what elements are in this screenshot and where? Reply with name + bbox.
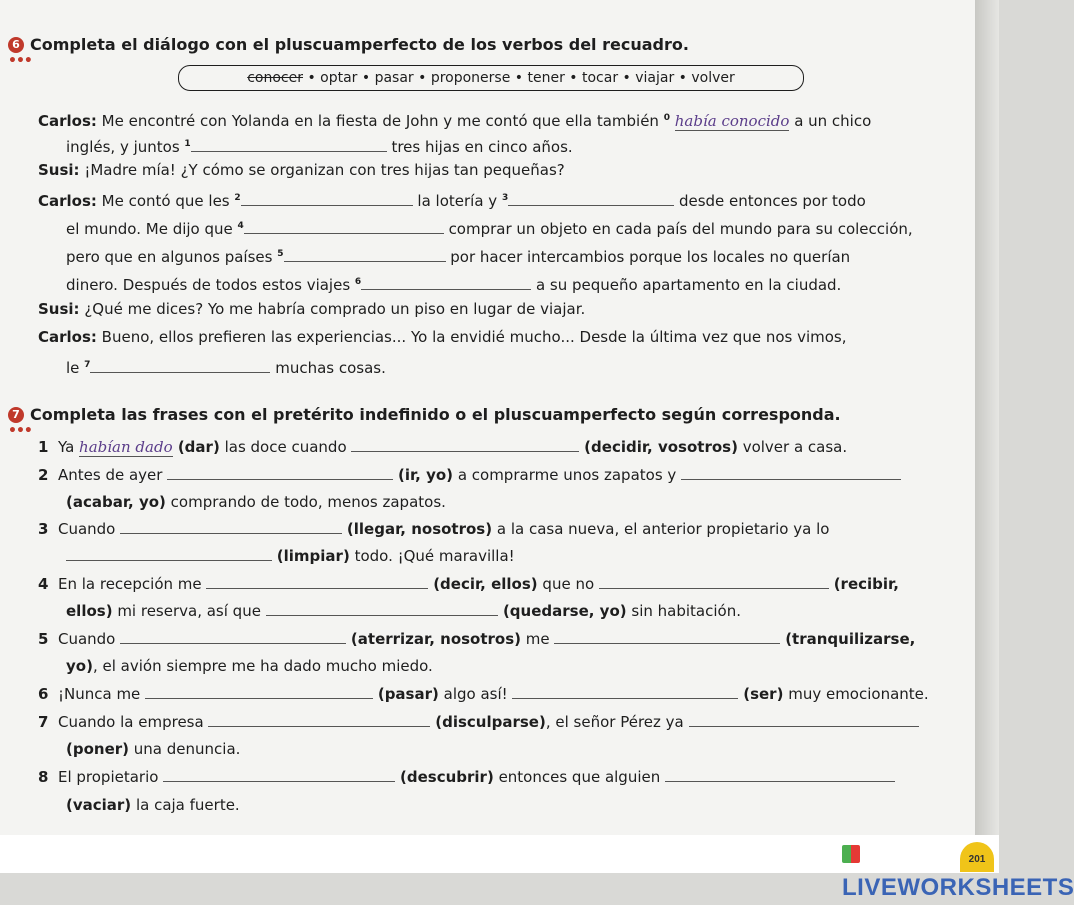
item-number: 5 xyxy=(38,630,49,648)
speaker: Carlos: xyxy=(38,328,97,346)
item-1-field[interactable] xyxy=(351,437,579,452)
gap-number: 0 xyxy=(663,113,670,123)
gap-number: 5 xyxy=(277,249,284,259)
answer-5-field[interactable] xyxy=(284,247,446,262)
answer-3-field[interactable] xyxy=(508,191,674,206)
exercise-6-title: Completa el diálogo con el pluscuamperfecto de los verbos del recuadro. xyxy=(30,35,689,54)
dialog-text: desde entonces por todo xyxy=(674,192,866,210)
item-text: la caja fuerte. xyxy=(131,796,240,814)
dialog-text: el mundo. Me dijo que xyxy=(66,220,238,238)
item-2a-field[interactable] xyxy=(167,465,393,480)
exercise-item-continuation xyxy=(66,795,240,815)
item-number: 6 xyxy=(38,685,49,703)
item-number: 8 xyxy=(38,768,49,786)
speaker: Susi: xyxy=(38,300,80,318)
item-5a-field[interactable] xyxy=(120,629,346,644)
dialog-text: pero que en algunos países xyxy=(66,248,278,266)
exercise-item xyxy=(38,684,929,704)
item-4a-field[interactable] xyxy=(206,574,428,589)
exercise-item-continuation xyxy=(66,492,446,512)
item-number: 3 xyxy=(38,520,49,538)
answer-7-field[interactable] xyxy=(90,358,270,373)
verb-hint: (disculparse) xyxy=(435,713,546,731)
logo-badge xyxy=(960,842,994,872)
answer-4-field[interactable] xyxy=(244,219,444,234)
exercise-item xyxy=(38,519,829,539)
page-edge-shadow xyxy=(975,0,999,835)
verb-hint: (poner) xyxy=(66,740,130,758)
dialog-text: ¡Madre mía! ¿Y cómo se organizan con tres hijas tan pequeñas? xyxy=(79,161,565,179)
dialog-text: Me contó que les xyxy=(96,192,235,210)
liveworksheets-logo xyxy=(842,837,1074,901)
dialog-text: a un chico xyxy=(789,112,872,130)
item-3a-field[interactable] xyxy=(120,519,342,534)
exercise-item xyxy=(38,574,899,594)
item-text: Cuando xyxy=(57,520,121,538)
item-6a-field[interactable] xyxy=(145,684,373,699)
item-text: Antes de ayer xyxy=(57,466,168,484)
gap-number: 2 xyxy=(234,193,241,203)
item-6b-field[interactable] xyxy=(512,684,738,699)
item-text: , el avión siempre me ha dado mucho miedo. xyxy=(92,657,433,675)
verb-hint: (dar) xyxy=(172,438,220,456)
verb-hint: (limpiar) xyxy=(276,547,350,565)
dialog-line xyxy=(38,108,871,131)
item-text: Cuando la empresa xyxy=(57,713,209,731)
exercise-item-continuation xyxy=(66,739,240,759)
verb-hint: ellos) xyxy=(66,602,113,620)
item-text: Ya xyxy=(57,438,80,456)
item-text: me xyxy=(521,630,555,648)
dialog-line xyxy=(66,216,913,239)
gap-number: 1 xyxy=(184,139,191,149)
verb-hint: (descubrir) xyxy=(400,768,494,786)
item-text: las doce cuando xyxy=(219,438,352,456)
dialog-text: la lotería y xyxy=(412,192,502,210)
dialog-line xyxy=(38,327,847,347)
verb-hint: (vaciar) xyxy=(66,796,132,814)
item-text: volver a casa. xyxy=(737,438,848,456)
item-text: que no xyxy=(537,575,599,593)
item-1-answer[interactable]: habían dado xyxy=(79,438,173,456)
item-text: a comprarme unos zapatos y xyxy=(453,466,682,484)
verb-hint: (decidir, vosotros) xyxy=(584,438,738,456)
dialog-line xyxy=(38,299,585,319)
verb-hint: (recibir, xyxy=(833,575,899,593)
item-3b-field[interactable] xyxy=(66,546,272,561)
dialog-text: dinero. Después de todos estos viajes xyxy=(66,276,355,294)
answer-2-field[interactable] xyxy=(241,191,413,206)
dialog-text: comprar un objeto en cada país del mundo para su colección, xyxy=(443,220,913,238)
dialog-line xyxy=(66,244,850,267)
dialog-line xyxy=(38,160,565,180)
verb-hint: (pasar) xyxy=(377,685,439,703)
gap-number: 3 xyxy=(501,193,509,203)
dialog-line xyxy=(66,272,841,295)
dialog-text: tres hijas en cinco años. xyxy=(386,138,573,156)
dialog-line xyxy=(38,188,866,211)
item-2b-field[interactable] xyxy=(681,465,901,480)
exercise-item-continuation xyxy=(66,601,741,621)
gap-number: 7 xyxy=(84,360,91,370)
verb-hint: (quedarse, yo) xyxy=(502,602,627,620)
item-text: , el señor Pérez ya xyxy=(545,713,689,731)
dialog-line xyxy=(66,355,386,378)
item-8b-field[interactable] xyxy=(665,767,895,782)
verb-list: • optar • pasar • proponerse • tener • tocar • viajar • volver xyxy=(307,70,735,86)
answer-0[interactable]: había conocido xyxy=(674,112,790,130)
dialog-text: Bueno, ellos prefieren las experiencias... Yo la envidié mucho... Desde la última vez que nos vimos, xyxy=(96,328,847,346)
exercise-item xyxy=(38,767,895,787)
answer-6-field[interactable] xyxy=(361,275,531,290)
item-7b-field[interactable] xyxy=(689,712,919,727)
verb-hint: (ser) xyxy=(743,685,784,703)
dialog-text: le xyxy=(66,359,85,377)
speaker: Carlos: xyxy=(38,192,97,210)
verb-hint: yo) xyxy=(66,657,93,675)
exercise-item xyxy=(38,712,919,732)
item-text: El propietario xyxy=(57,768,164,786)
dialog-line xyxy=(66,134,573,157)
dialog-text: Me encontré con Yolanda en la fiesta de John y me contó que ella también xyxy=(96,112,664,130)
exercise-6-number: 6 xyxy=(8,37,24,53)
item-5b-field[interactable] xyxy=(554,629,780,644)
item-number: 7 xyxy=(38,713,49,731)
dialog-text: inglés, y juntos xyxy=(66,138,185,156)
item-text: muy emocionante. xyxy=(783,685,929,703)
verb-word-box xyxy=(178,65,804,91)
speaker: Susi: xyxy=(38,161,80,179)
speaker: Carlos: xyxy=(38,112,97,130)
logo-text: LIVEWORKSHEETS xyxy=(842,874,1074,901)
answer-1-field[interactable] xyxy=(191,137,387,152)
item-text: Cuando xyxy=(57,630,121,648)
logo-badge-text: 201 xyxy=(968,854,986,865)
item-text: todo. ¡Qué maravilla! xyxy=(349,547,515,565)
exercise-7-title: Completa las frases con el pretérito indefinido o el pluscuamperfecto según corresponda. xyxy=(30,405,841,424)
verb-hint: (aterrizar, nosotros) xyxy=(350,630,522,648)
item-text: mi reserva, así que xyxy=(112,602,266,620)
exercise-item xyxy=(38,437,847,457)
exercise-7-difficulty-dots: ••• xyxy=(8,423,32,439)
item-number: 4 xyxy=(38,575,49,593)
verb-hint: (decir, ellos) xyxy=(433,575,538,593)
gap-number: 6 xyxy=(354,277,362,287)
item-text: a la casa nueva, el anterior propietario ya lo xyxy=(492,520,830,538)
item-4c-field[interactable] xyxy=(266,601,498,616)
item-4b-field[interactable] xyxy=(599,574,829,589)
item-text: una denuncia. xyxy=(129,740,241,758)
item-text: sin habitación. xyxy=(626,602,741,620)
item-number: 1 xyxy=(38,438,49,456)
exercise-6-difficulty-dots: ••• xyxy=(8,53,32,69)
logo-icon xyxy=(842,845,860,863)
item-8a-field[interactable] xyxy=(163,767,395,782)
item-text: comprando de todo, menos zapatos. xyxy=(165,493,446,511)
exercise-7-number: 7 xyxy=(8,407,24,423)
exercise-item xyxy=(38,629,915,649)
exercise-item xyxy=(38,465,901,485)
dialog-text: por hacer intercambios porque los locales no querían xyxy=(445,248,851,266)
gap-number: 4 xyxy=(237,221,244,231)
verb-hint: (llegar, nosotros) xyxy=(346,520,493,538)
dialog-text: muchas cosas. xyxy=(270,359,386,377)
item-text: En la recepción me xyxy=(57,575,207,593)
dialog-text: ¿Qué me dices? Yo me habría comprado un piso en lugar de viajar. xyxy=(79,300,586,318)
verb-hint: (tranquilizarse, xyxy=(785,630,916,648)
item-text: entonces que alguien xyxy=(493,768,666,786)
item-number: 2 xyxy=(38,466,49,484)
exercise-item-continuation xyxy=(66,546,515,566)
item-7a-field[interactable] xyxy=(208,712,430,727)
verb-hint: (ir, yo) xyxy=(397,466,454,484)
item-text: ¡Nunca me xyxy=(57,685,146,703)
verb-hint: (acabar, yo) xyxy=(66,493,166,511)
dialog-text: a su pequeño apartamento en la ciudad. xyxy=(531,276,842,294)
verb-struck: conocer xyxy=(247,70,303,86)
exercise-item-continuation xyxy=(66,656,433,676)
item-text: algo así! xyxy=(438,685,513,703)
